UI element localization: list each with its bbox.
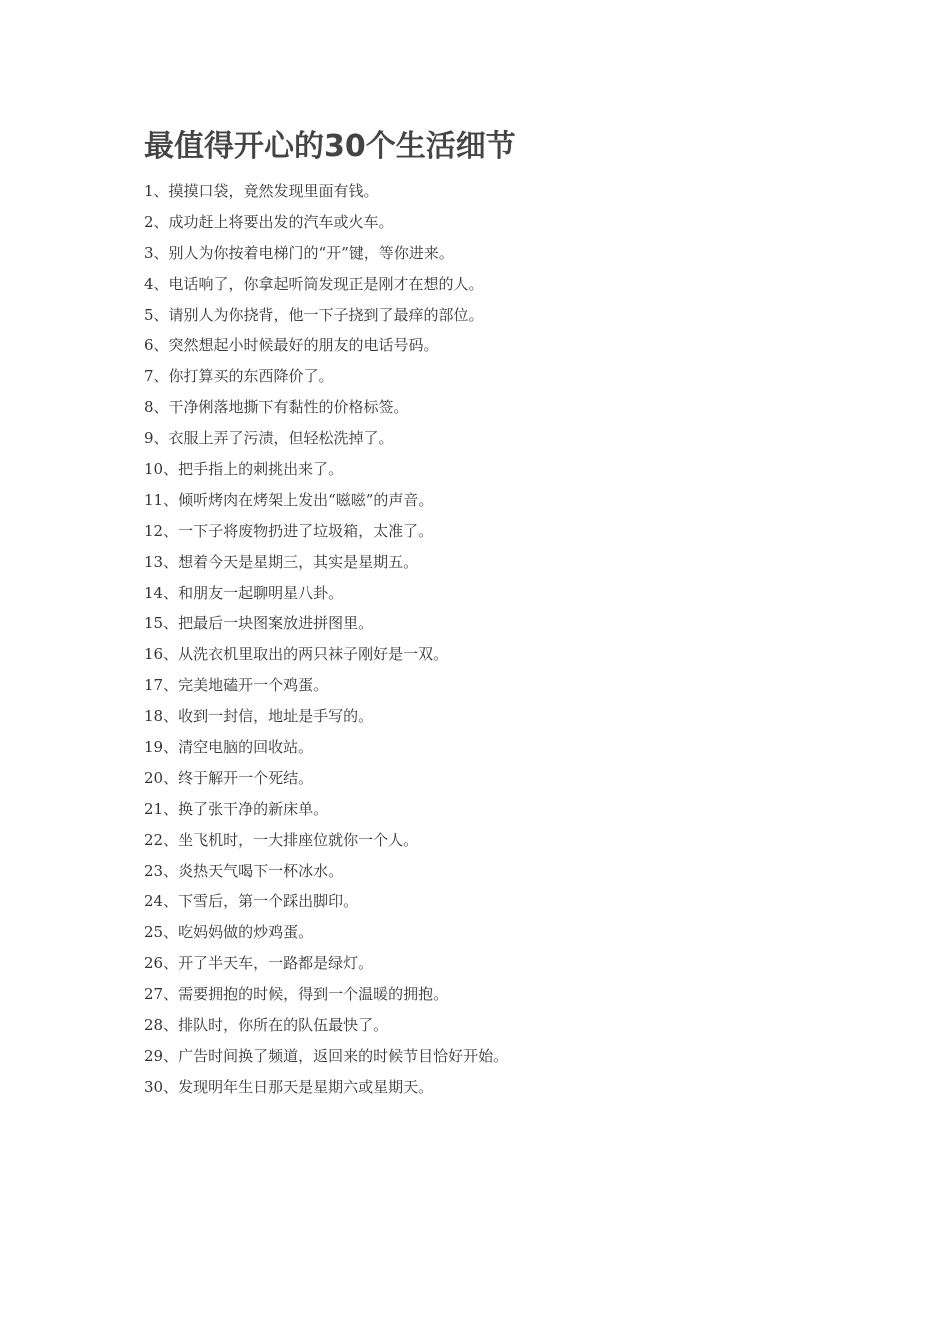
- list-item: 16、从洗衣机里取出的两只袜子刚好是一双。: [144, 645, 449, 664]
- list-item: 29、广告时间换了频道，返回来的时候节目恰好开始。: [144, 1046, 509, 1065]
- list-item: 17、完美地磕开一个鸡蛋。: [144, 676, 329, 695]
- list-item: 27、需要拥抱的时候，得到一个温暖的拥抱。: [144, 985, 449, 1004]
- list-item: 12、一下子将废物扔进了垃圾箱，太准了。: [144, 521, 434, 540]
- list-item: 10、把手指上的刺挑出来了。: [144, 460, 344, 479]
- list-item: 22、坐飞机时，一大排座位就你一个人。: [144, 830, 419, 849]
- list-item: 9、衣服上弄了污渍，但轻松洗掉了。: [144, 429, 394, 448]
- list-item: 4、电话响了，你拿起听筒发现正是刚才在想的人。: [144, 274, 484, 293]
- list-item: 8、干净俐落地撕下有黏性的价格标签。: [144, 398, 409, 417]
- list-item: 14、和朋友一起聊明星八卦。: [144, 583, 344, 602]
- list-item: 30、发现明年生日那天是星期六或星期天。: [144, 1077, 434, 1096]
- list-item: 1、摸摸口袋，竟然发现里面有钱。: [144, 182, 379, 200]
- list-item: 18、收到一封信，地址是手写的。: [144, 707, 374, 726]
- list-item: 26、开了半天车，一路都是绿灯。: [144, 954, 374, 973]
- list-item: 11、倾听烤肉在烤架上发出“嗞嗞”的声音。: [144, 490, 434, 509]
- list-item: 3、别人为你按着电梯门的“开”键，等你进来。: [144, 243, 454, 262]
- detail-list: [144, 176, 508, 1103]
- list-item: 6、突然想起小时候最好的朋友的电话号码。: [144, 336, 439, 355]
- list-item: 28、排队时，你所在的队伍最快了。: [144, 1016, 389, 1035]
- list-item: 13、想着今天是星期三，其实是星期五。: [144, 552, 419, 571]
- list-item: 15、把最后一块图案放进拼图里。: [144, 614, 374, 633]
- list-item: 7、你打算买的东西降价了。: [144, 367, 334, 386]
- list-item: 20、终于解开一个死结。: [144, 768, 314, 787]
- list-item: 25、吃妈妈做的炒鸡蛋。: [144, 923, 314, 942]
- list-item: 23、炎热天气喝下一杯冰水。: [144, 861, 344, 880]
- list-item: 19、清空电脑的回收站。: [144, 738, 314, 757]
- list-item: 2、成功赶上将要出发的汽车或火车。: [144, 212, 394, 231]
- list-item: 21、换了张干净的新床单。: [144, 799, 329, 818]
- list-item: 24、下雪后，第一个踩出脚印。: [144, 892, 359, 911]
- list-item: 5、请别人为你挠背，他一下子挠到了最痒的部位。: [144, 305, 484, 324]
- page-title: 最值得开心的30个生活细节: [144, 129, 516, 164]
